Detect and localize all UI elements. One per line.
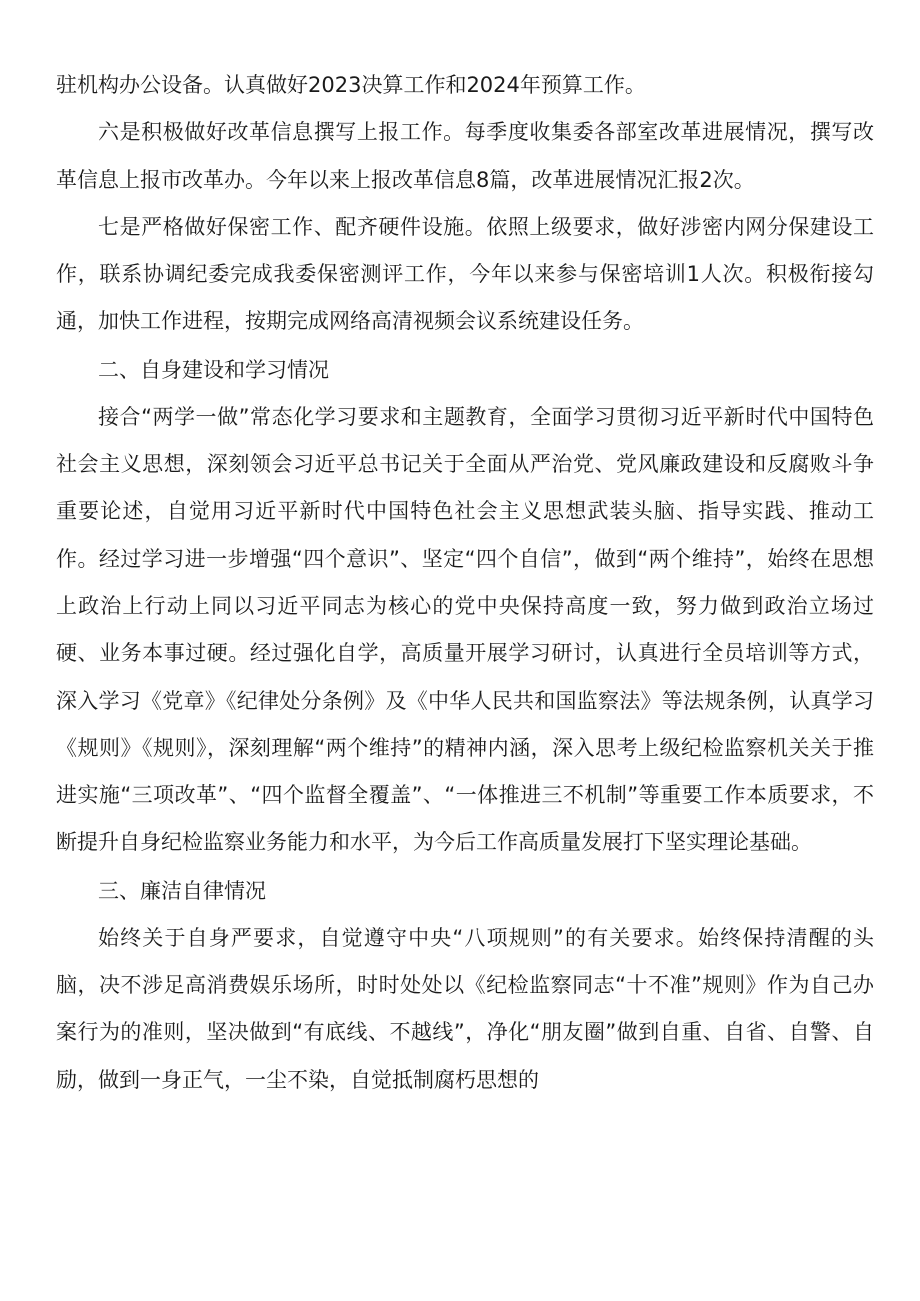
paragraph-budget-continuation: 驻机构办公设备。认真做好2023决算工作和2024年预算工作。 [56,73,646,97]
section-heading-integrity: 三、廉洁自律情况 [98,878,266,903]
paragraph-integrity-self-discipline: 始终关于自身严要求，自觉遵守中央“八项规则”的有关要求。始终保持清醒的头脑，决不涉足高消费娱乐场所，时时处处以《纪检监察同志“十不准”规则》作为自己办案行为的准则，坚决做到“有底线、不越线”，净化“朋友圈”做到自重、自省、自警、自励，做到一身正气，一尘不染，自觉抵制腐朽思想的 [56,925,874,1092]
paragraph-item-six-reform-info: 六是积极做好改革信息撰写上报工作。每季度收集委各部室改革进展情况，撰写改革信息上报市改革办。今年以来上报改革信息8篇，改革进展情况汇报2次。 [56,120,874,192]
document-page [56,62,874,1104]
paragraph-item-seven-confidentiality: 七是严格做好保密工作、配齐硬件设施。依照上级要求，做好涉密内网分保建设工作，联系协调纪委完成我委保密测评工作，今年以来参与保密培训1人次。积极衔接勾通，加快工作进程，按期完成网络高清视频会议系统建设任务。 [56,214,874,334]
section-heading-self-construction: 二、自身建设和学习情况 [98,357,329,382]
paragraph-study-situation: 接合“两学一做”常态化学习要求和主题教育，全面学习贯彻习近平新时代中国特色社会主义思想，深刻领会习近平总书记关于全面从严治党、党风廉政建设和反腐败斗争重要论述，自觉用习近平新时代中国特色社会主义思想武装头脑、指导实践、推动工作。经过学习进一步增强“四个意识”、坚定“四个自信”，做到“两个维持”，始终在思想上政治上行动上同以习近平同志为核心的党中央保持高度一致，努力做到政治立场过硬、业务本事过硬。经过强化自学，高质量开展学习研讨，认真进行全员培训等方式，深入学习《党章》《纪律处分条例》及《中华人民共和国监察法》等法规条例，认真学习《规则》《规则》，深刻理解“两个维持”的精神内涵，深入思考上级纪检监察机关关于推进实施“三项改革”、“四个监督全覆盖”、“一体推进三不机制”等重要工作本质要求，不断提升自身纪检监察业务能力和水平，为今后工作高质量发展打下坚实理论基础。 [56,404,874,855]
